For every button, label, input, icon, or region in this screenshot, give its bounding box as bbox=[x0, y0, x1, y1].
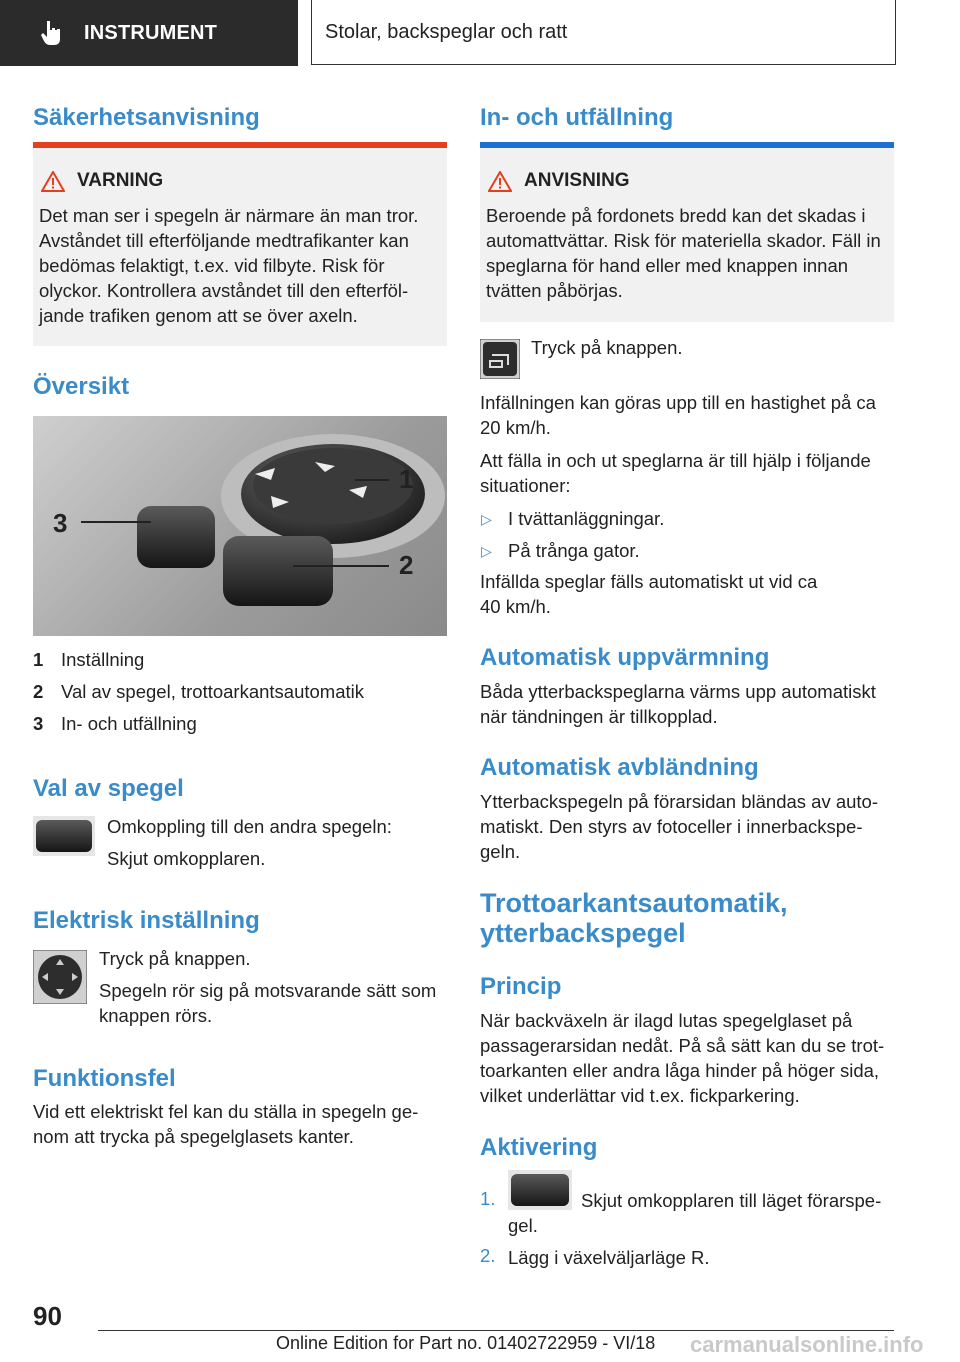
notice-line: automattvättar. Risk för materiella skador. Fäll in bbox=[486, 230, 881, 251]
curb-heading-1: Trottoarkantsautomatik, bbox=[480, 888, 788, 918]
triangle-bullet-icon: ▷ bbox=[481, 543, 492, 559]
fault-text-1: Vid ett elektriskt fel kan du ställa in spegeln ge- bbox=[33, 1101, 419, 1122]
legend-text: Val av spegel, trottoarkantsautomatik bbox=[61, 681, 365, 702]
photo-label-2: 2 bbox=[399, 550, 414, 580]
notice-box bbox=[480, 142, 894, 322]
photo-label-1: 1 bbox=[399, 464, 414, 494]
fold-heading: In- och utfällning bbox=[480, 104, 674, 131]
select-heading: Val av spegel bbox=[33, 775, 184, 802]
mirror-control-photo bbox=[33, 416, 447, 636]
select-text-2: Skjut omkopplaren. bbox=[107, 848, 266, 869]
page-number: 90 bbox=[33, 1301, 62, 1331]
principle-heading: Princip bbox=[480, 973, 562, 1000]
fault-heading: Funktionsfel bbox=[33, 1065, 176, 1092]
auto-out-2: 40 km/h. bbox=[480, 596, 551, 617]
legend-num: 2 bbox=[33, 681, 44, 702]
step1-text-a: Skjut omkopplaren till läget förarspe- bbox=[581, 1190, 882, 1211]
curb-heading-2: ytterbackspegel bbox=[480, 918, 686, 948]
fold-button-icon bbox=[480, 339, 520, 379]
watermark: carmanualsonline.info bbox=[690, 1332, 924, 1357]
principle-line: passagerarsidan nedåt. På så sätt kan du se trot- bbox=[480, 1035, 885, 1056]
chapter-tab[interactable] bbox=[311, 0, 896, 65]
dimming-1: Ytterbackspegeln på förarsidan bländas av auto- bbox=[480, 791, 879, 812]
step1-text-b: gel. bbox=[508, 1215, 538, 1236]
overview-heading: Översikt bbox=[33, 373, 130, 400]
triangle-bullet-icon: ▷ bbox=[481, 511, 492, 527]
bullet-item: I tvättanläggningar. bbox=[508, 508, 665, 529]
mirror-select-switch-icon bbox=[33, 816, 95, 856]
dimming-2: matiskt. Den styrs av fotoceller i innerbackspe- bbox=[480, 816, 863, 837]
hand-pointer-icon bbox=[38, 19, 64, 47]
principle-line: När backväxeln är ilagd lutas spegelglaset på bbox=[480, 1010, 853, 1031]
dimming-heading: Automatisk avbländning bbox=[480, 754, 759, 781]
warning-line: Avståndet till efterföljande medtrafikanter kan bbox=[39, 230, 409, 251]
heating-2: när tändningen är tillkopplad. bbox=[480, 706, 718, 727]
step2-text: Lägg i växelväljarläge R. bbox=[508, 1247, 710, 1268]
footer-rule bbox=[98, 1330, 894, 1331]
warning-line: olyckor. Kontrollera avståndet till den efterföl- bbox=[39, 280, 409, 301]
step-number: 2. bbox=[480, 1245, 496, 1266]
principle-line: vilket underlättar vid t.ex. fickparkering. bbox=[480, 1085, 800, 1106]
section-tab[interactable] bbox=[0, 0, 298, 66]
electric-heading: Elektrisk inställning bbox=[33, 907, 260, 934]
warning-box bbox=[33, 142, 447, 346]
principle-line: toarkanten eller andra låga hinder på höger sida, bbox=[480, 1060, 880, 1081]
press-button-text: Tryck på knappen. bbox=[531, 337, 683, 358]
chapter-label: Stolar, backspeglar och ratt bbox=[325, 20, 568, 43]
activation-heading: Aktivering bbox=[480, 1134, 598, 1161]
warning-bar bbox=[33, 142, 447, 148]
page-header bbox=[0, 0, 960, 66]
fold-speed-1: Infällningen kan göras upp till en hastighet på ca bbox=[480, 392, 876, 413]
joystick-icon bbox=[33, 950, 87, 1004]
step-number: 1. bbox=[480, 1188, 496, 1209]
legend-num: 1 bbox=[33, 649, 44, 670]
notice-triangle-icon bbox=[488, 171, 512, 192]
notice-line: tvätten påbörjas. bbox=[486, 280, 623, 301]
mirror-select-switch-icon bbox=[508, 1170, 572, 1210]
auto-out-1: Infällda speglar fälls automatiskt ut vid ca bbox=[480, 571, 818, 592]
dimming-3: geln. bbox=[480, 841, 521, 862]
electric-text-3: knappen rörs. bbox=[99, 1005, 213, 1026]
edition-text: Online Edition for Part no. 01402722959 - VI/18 bbox=[276, 1333, 656, 1353]
warning-line: bedömas felaktigt, t.ex. vid filbyte. Risk för bbox=[39, 255, 385, 276]
select-text-1: Omkoppling till den andra spegeln: bbox=[107, 816, 392, 837]
notice-title: ANVISNING bbox=[488, 170, 630, 192]
notice-line: speglarna för hand eller med knappen innan bbox=[486, 255, 849, 276]
helpful-1: Att fälla in och ut speglarna är till hjälp i följande bbox=[480, 450, 871, 471]
fold-speed-2: 20 km/h. bbox=[480, 417, 551, 438]
bullet-item: På trånga gator. bbox=[508, 540, 640, 561]
warning-title: VARNING bbox=[41, 170, 163, 192]
safety-heading: Säkerhetsanvisning bbox=[33, 104, 260, 131]
warning-triangle-icon bbox=[41, 171, 65, 192]
heating-heading: Automatisk uppvärmning bbox=[480, 644, 770, 671]
notice-bar bbox=[480, 142, 894, 148]
legend-num: 3 bbox=[33, 713, 44, 734]
mirror-switch-illustration bbox=[33, 416, 447, 636]
electric-text-1: Tryck på knappen. bbox=[99, 948, 251, 969]
warning-line: Det man ser i spegeln är närmare än man tror. bbox=[39, 205, 419, 226]
section-label: INSTRUMENT bbox=[84, 21, 218, 44]
fault-text-2: nom att trycka på spegelglasets kanter. bbox=[33, 1126, 354, 1147]
warning-line: jande trafiken genom att se över axeln. bbox=[39, 305, 358, 326]
electric-text-2: Spegeln rör sig på motsvarande sätt som bbox=[99, 980, 437, 1001]
heating-1: Båda ytterbackspeglarna värms upp automatiskt bbox=[480, 681, 876, 702]
legend-text: Inställning bbox=[61, 649, 145, 670]
photo-label-3: 3 bbox=[53, 508, 68, 538]
legend-text: In- och utfällning bbox=[61, 713, 197, 734]
notice-line: Beroende på fordonets bredd kan det skadas i bbox=[486, 205, 866, 226]
helpful-2: situationer: bbox=[480, 475, 571, 496]
